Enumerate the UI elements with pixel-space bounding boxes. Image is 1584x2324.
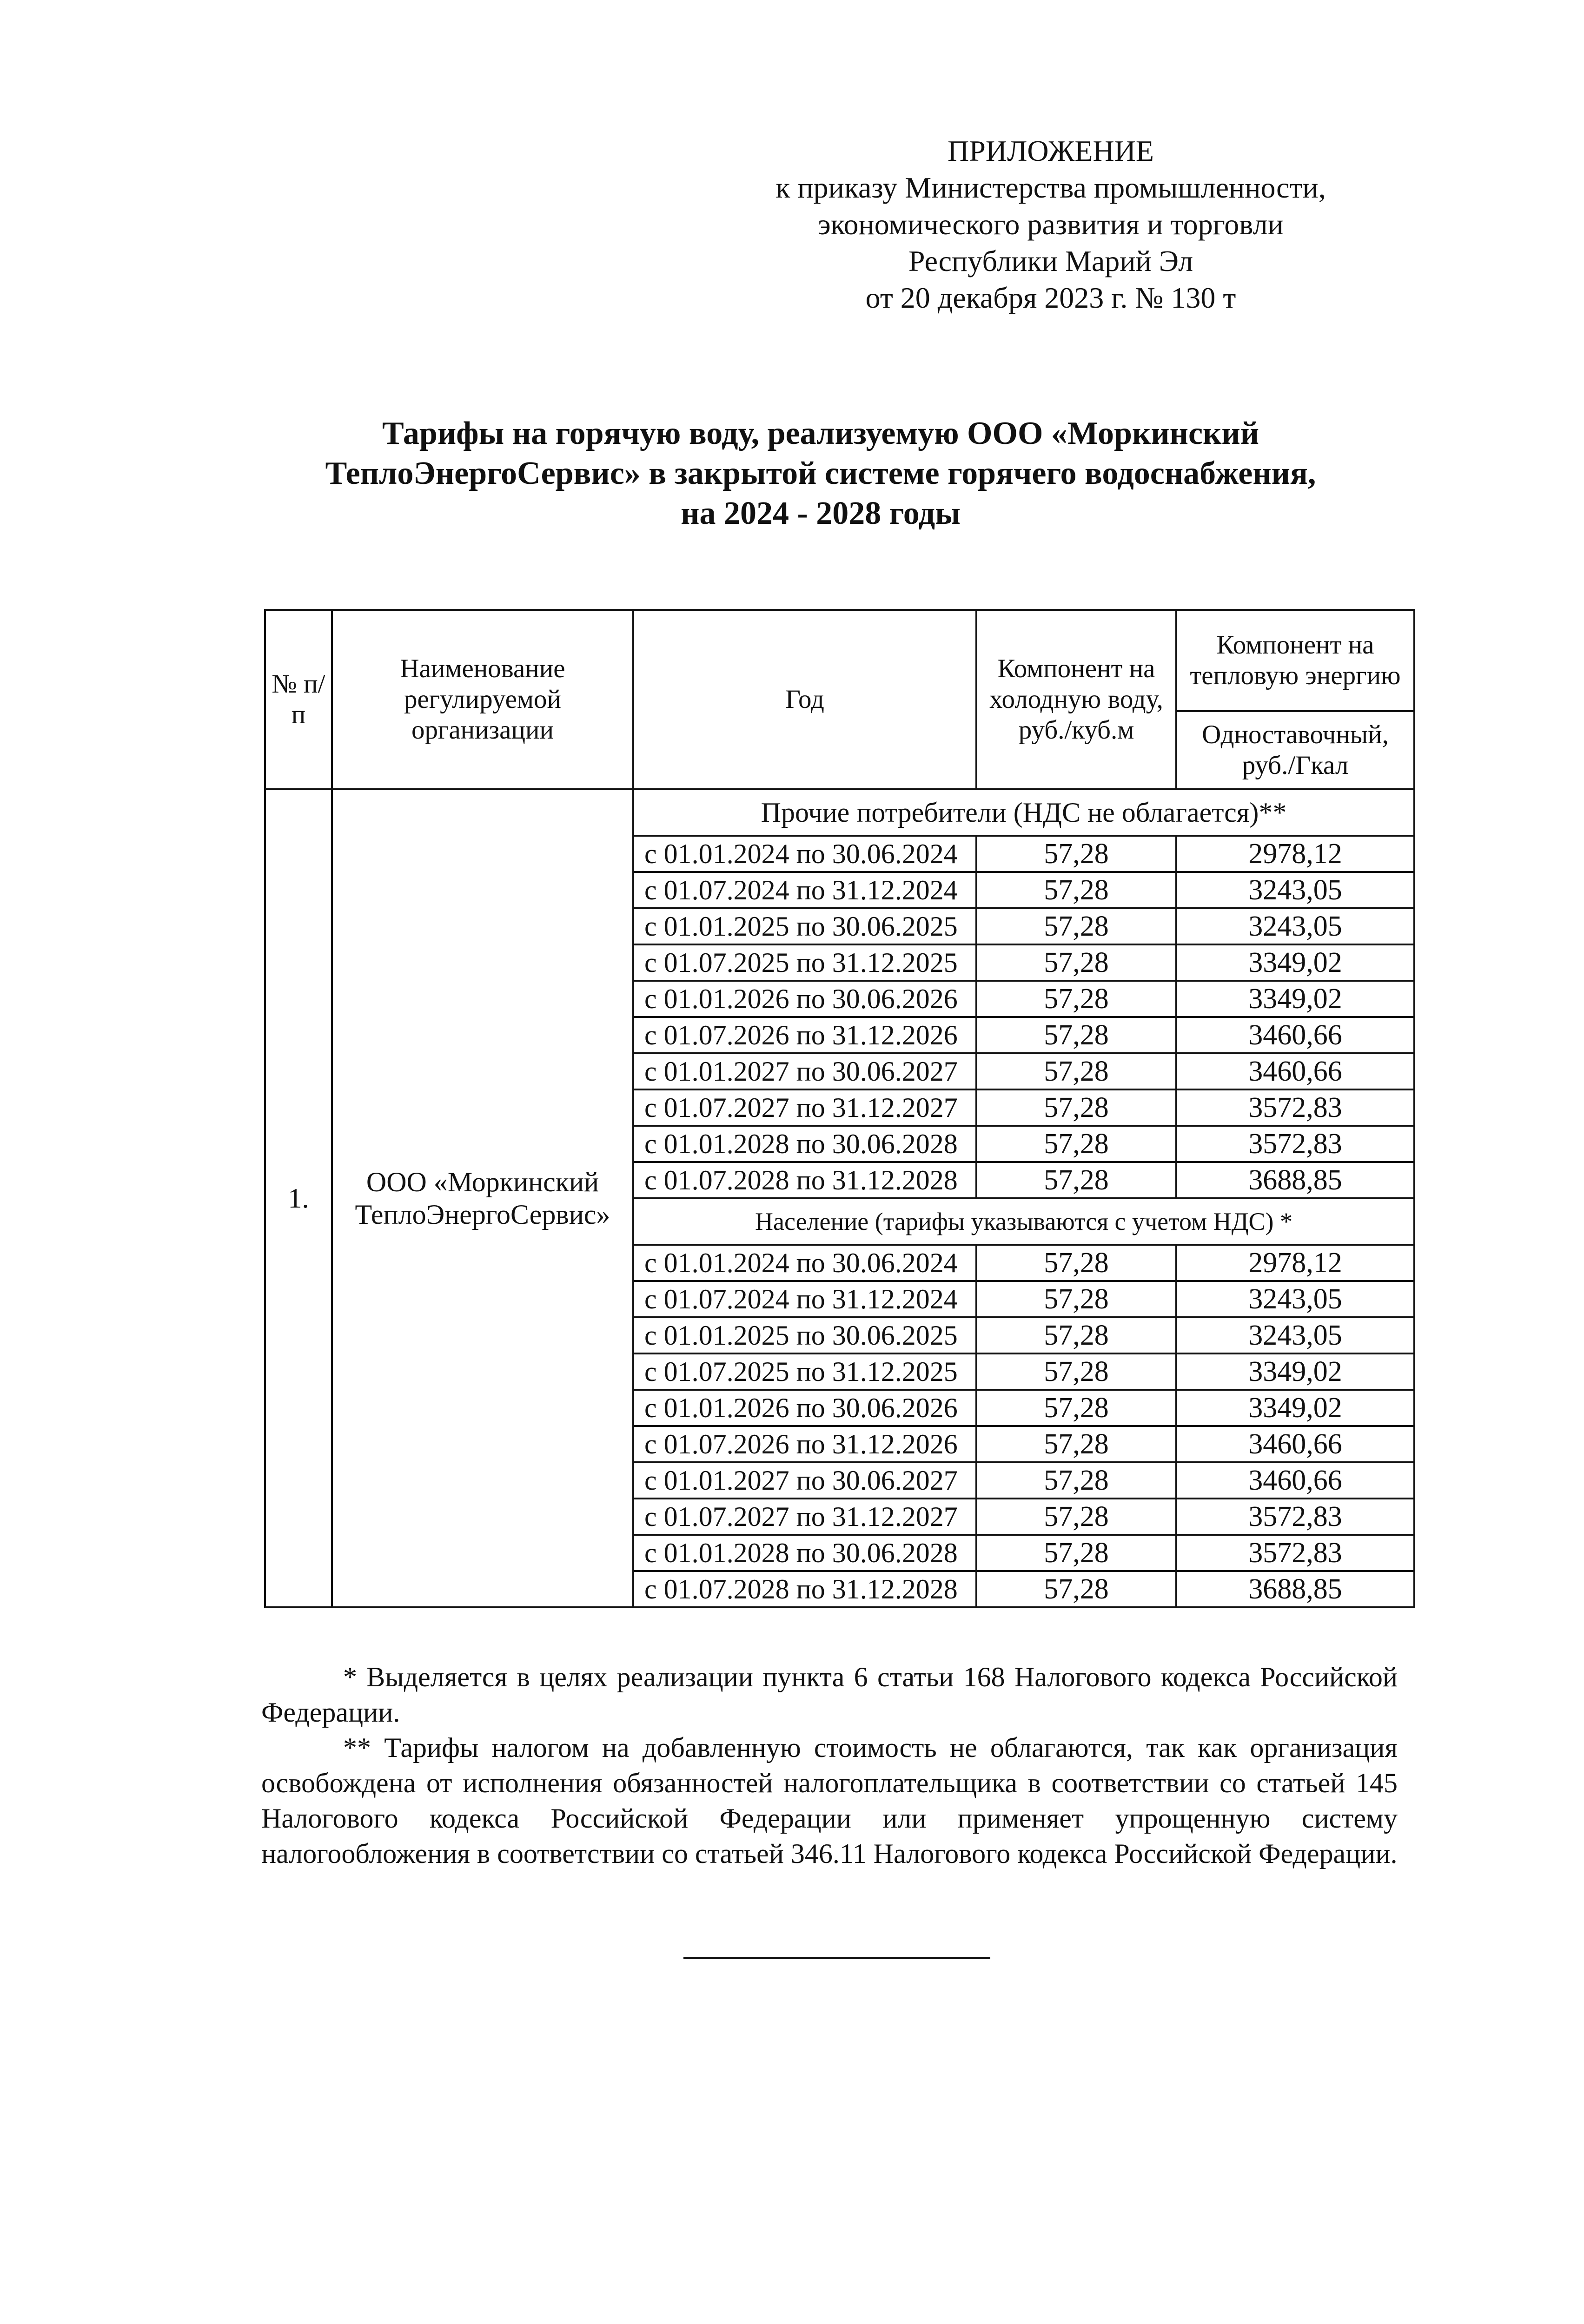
period-cell: с 01.01.2026 по 30.06.2026 xyxy=(633,981,976,1017)
cold-water-cell: 57,28 xyxy=(976,1426,1176,1462)
period-cell: с 01.07.2024 по 31.12.2024 xyxy=(633,1281,976,1317)
period-cell: с 01.01.2025 по 30.06.2025 xyxy=(633,908,976,944)
tariff-table-body xyxy=(265,789,1414,1607)
cold-water-cell: 57,28 xyxy=(976,1535,1176,1571)
header-year: Год xyxy=(633,610,976,789)
header-thermal-energy: Компонент на тепловую энергию xyxy=(1176,610,1414,711)
thermal-cell: 3243,05 xyxy=(1176,1281,1414,1317)
appendix-line: от 20 декабря 2023 г. № 130 т xyxy=(865,281,1236,314)
footnote-vat: * Выделяется в целях реализации пункта 6 статьи 168 Налогового кодекса Российской Федерации. xyxy=(261,1662,1398,1728)
cold-water-cell: 57,28 xyxy=(976,1245,1176,1281)
period-cell: с 01.07.2027 по 31.12.2027 xyxy=(633,1089,976,1126)
row-number-cell: 1. xyxy=(265,789,332,1607)
thermal-cell: 3349,02 xyxy=(1176,1353,1414,1390)
cold-water-cell: 57,28 xyxy=(976,1281,1176,1317)
appendix-line: к приказу Министерства промышленности, xyxy=(775,171,1326,204)
document-title xyxy=(260,414,1381,534)
appendix-header xyxy=(725,132,1376,316)
cold-water-cell: 57,28 xyxy=(976,1353,1176,1390)
organization-cell: ООО «Моркинский ТеплоЭнергоСервис» xyxy=(332,789,633,1607)
cold-water-cell: 57,28 xyxy=(976,1017,1176,1053)
period-cell: с 01.07.2025 по 31.12.2025 xyxy=(633,944,976,981)
thermal-cell: 2978,12 xyxy=(1176,836,1414,872)
header-cold-water: Компонент на холодную воду, руб./куб.м xyxy=(976,610,1176,789)
period-cell: с 01.07.2026 по 31.12.2026 xyxy=(633,1017,976,1053)
header-single-rate: Одноставочный, руб./Гкал xyxy=(1176,711,1414,789)
cold-water-cell: 57,28 xyxy=(976,1126,1176,1162)
cold-water-cell: 57,28 xyxy=(976,1499,1176,1535)
footnote-tax-exempt: ** Тарифы налогом на добавленную стоимость не облагаются, так как организация освобождена от исполнения обязанностей налогоплательщика в соответствии со статьей 145 Налогового кодекса Российской Федерации или применяет упрощенную систему налогообложения в соответствии со статьей 346.11 Налогового кодекса Российской Федерации. xyxy=(261,1732,1398,1869)
cold-water-cell: 57,28 xyxy=(976,1162,1176,1198)
period-cell: с 01.07.2028 по 31.12.2028 xyxy=(633,1162,976,1198)
appendix-line: экономического развития и торговли xyxy=(818,208,1284,241)
cold-water-cell: 57,28 xyxy=(976,908,1176,944)
title-line: Тарифы на горячую воду, реализуемую ООО «Моркинский xyxy=(382,416,1259,451)
period-cell: с 01.07.2028 по 31.12.2028 xyxy=(633,1571,976,1607)
title-line: на 2024 - 2028 годы xyxy=(681,495,961,531)
thermal-cell: 2978,12 xyxy=(1176,1245,1414,1281)
thermal-cell: 3349,02 xyxy=(1176,981,1414,1017)
header-row-number: № п/ п xyxy=(265,610,332,789)
cold-water-cell: 57,28 xyxy=(976,1462,1176,1499)
period-cell: с 01.07.2025 по 31.12.2025 xyxy=(633,1353,976,1390)
cold-water-cell: 57,28 xyxy=(976,981,1176,1017)
thermal-cell: 3349,02 xyxy=(1176,944,1414,981)
header-organization: Наименование регулируемой организации xyxy=(332,610,633,789)
group-label-other: Прочие потребители (НДС не облагается)** xyxy=(633,789,1414,836)
cold-water-cell: 57,28 xyxy=(976,1390,1176,1426)
period-cell: с 01.07.2027 по 31.12.2027 xyxy=(633,1499,976,1535)
period-cell: с 01.01.2024 по 30.06.2024 xyxy=(633,836,976,872)
cold-water-cell: 57,28 xyxy=(976,1317,1176,1353)
footnotes xyxy=(261,1659,1398,1871)
cold-water-cell: 57,28 xyxy=(976,1089,1176,1126)
thermal-cell: 3349,02 xyxy=(1176,1390,1414,1426)
group-label-population: Население (тарифы указываются с учетом НДС) * xyxy=(633,1198,1414,1245)
title-line: ТеплоЭнергоСервис» в закрытой системе горячего водоснабжения, xyxy=(325,456,1316,491)
appendix-line: ПРИЛОЖЕНИЕ xyxy=(947,134,1154,167)
period-cell: с 01.01.2028 по 30.06.2028 xyxy=(633,1126,976,1162)
cold-water-cell: 57,28 xyxy=(976,836,1176,872)
period-cell: с 01.01.2025 по 30.06.2025 xyxy=(633,1317,976,1353)
thermal-cell: 3460,66 xyxy=(1176,1053,1414,1089)
period-cell: с 01.07.2024 по 31.12.2024 xyxy=(633,872,976,908)
cold-water-cell: 57,28 xyxy=(976,1053,1176,1089)
appendix-line: Республики Марий Эл xyxy=(908,244,1193,277)
period-cell: с 01.01.2027 по 30.06.2027 xyxy=(633,1462,976,1499)
thermal-cell: 3243,05 xyxy=(1176,1317,1414,1353)
period-cell: с 01.01.2026 по 30.06.2026 xyxy=(633,1390,976,1426)
end-divider xyxy=(683,1957,990,1959)
thermal-cell: 3572,83 xyxy=(1176,1535,1414,1571)
period-cell: с 01.07.2026 по 31.12.2026 xyxy=(633,1426,976,1462)
thermal-cell: 3460,66 xyxy=(1176,1017,1414,1053)
cold-water-cell: 57,28 xyxy=(976,872,1176,908)
cold-water-cell: 57,28 xyxy=(976,944,1176,981)
period-cell: с 01.01.2024 по 30.06.2024 xyxy=(633,1245,976,1281)
thermal-cell: 3243,05 xyxy=(1176,908,1414,944)
cold-water-cell: 57,28 xyxy=(976,1571,1176,1607)
thermal-cell: 3460,66 xyxy=(1176,1462,1414,1499)
period-cell: с 01.01.2028 по 30.06.2028 xyxy=(633,1535,976,1571)
tariff-table xyxy=(264,609,1415,1608)
thermal-cell: 3572,83 xyxy=(1176,1126,1414,1162)
thermal-cell: 3688,85 xyxy=(1176,1571,1414,1607)
period-cell: с 01.01.2027 по 30.06.2027 xyxy=(633,1053,976,1089)
thermal-cell: 3572,83 xyxy=(1176,1089,1414,1126)
thermal-cell: 3688,85 xyxy=(1176,1162,1414,1198)
thermal-cell: 3572,83 xyxy=(1176,1499,1414,1535)
thermal-cell: 3460,66 xyxy=(1176,1426,1414,1462)
thermal-cell: 3243,05 xyxy=(1176,872,1414,908)
